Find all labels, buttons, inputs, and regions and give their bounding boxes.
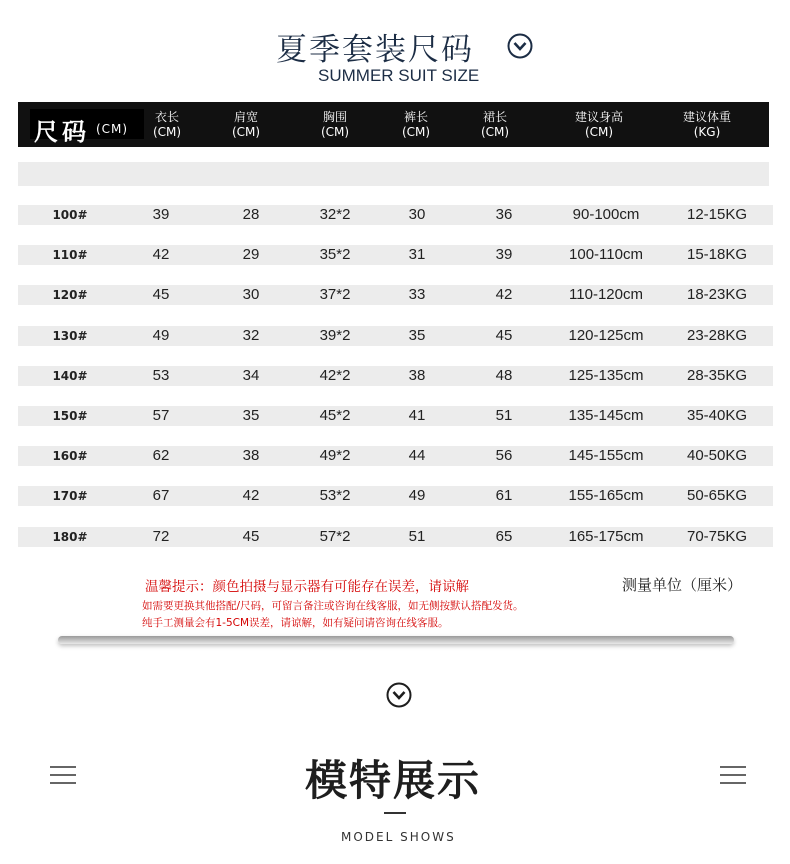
skirt-cell: 61: [495, 487, 513, 504]
weight-cell: 28-35KG: [686, 367, 748, 384]
menu-icon: [720, 766, 746, 786]
skirt-cell: 65: [495, 528, 513, 545]
chest-cell: 53*2: [319, 487, 351, 504]
chest-cell: 49*2: [319, 447, 351, 464]
size-cell: 110#: [52, 248, 88, 262]
size-cell: 120#: [52, 288, 88, 302]
shoulder-cell: 42: [242, 487, 260, 504]
table-row: [18, 285, 773, 305]
skirt-cell: 42: [495, 286, 513, 303]
height-cell: 110-120cm: [569, 286, 643, 303]
size-cell: 180#: [52, 530, 88, 544]
shoulder-cell: 32: [242, 327, 260, 344]
height-cell: 155-165cm: [568, 487, 644, 504]
length-cell: 57: [152, 407, 170, 424]
size-table-header: [18, 102, 769, 147]
circle-chevron-down-icon: [507, 33, 533, 59]
shoulder-cell: 34: [242, 367, 260, 384]
pants-cell: 33: [408, 286, 426, 303]
height-cell: 125-135cm: [568, 367, 644, 384]
shoulder-cell: 30: [242, 286, 260, 303]
model-section-title: 模特展示: [305, 756, 482, 805]
pants-cell: 31: [408, 246, 426, 263]
length-cell: 67: [152, 487, 170, 504]
skirt-cell: 48: [495, 367, 513, 384]
size-cell: 130#: [52, 329, 88, 343]
skirt-cell: 51: [495, 407, 513, 424]
table-row: [18, 245, 773, 265]
shoulder-cell: 28: [242, 206, 260, 223]
skirt-cell: 56: [495, 447, 513, 464]
size-cell: 140#: [52, 369, 88, 383]
shoulder-cell: 45: [242, 528, 260, 545]
table-row: [18, 527, 773, 547]
skirt-cell: 45: [495, 327, 513, 344]
pants-cell: 41: [408, 407, 426, 424]
weight-cell: 70-75KG: [686, 528, 748, 545]
height-cell: 90-100cm: [572, 206, 640, 223]
weight-cell: 23-28KG: [686, 327, 748, 344]
size-cell: 160#: [52, 449, 88, 463]
column-header: 建议体重 (KG): [682, 110, 731, 139]
shoulder-cell: 38: [242, 447, 260, 464]
size-column-unit: (CM): [96, 122, 129, 136]
model-section-subtitle: MODEL SHOWS: [341, 830, 456, 844]
height-cell: 100-110cm: [569, 246, 643, 263]
height-cell: 145-155cm: [568, 447, 644, 464]
pants-cell: 44: [408, 447, 426, 464]
column-header: 肩宽 (CM): [231, 110, 261, 139]
table-row: [18, 486, 773, 506]
column-header: 建议身高 (CM): [574, 110, 623, 139]
measurement-unit-note: 测量单位（厘米）: [622, 576, 743, 594]
chest-cell: 57*2: [319, 528, 351, 545]
length-cell: 42: [152, 246, 170, 263]
chest-cell: 45*2: [319, 407, 351, 424]
table-row: [18, 326, 773, 346]
column-header: 衣长 (CM): [152, 110, 182, 139]
height-cell: 135-145cm: [568, 407, 644, 424]
weight-cell: 15-18KG: [686, 246, 748, 263]
length-cell: 72: [152, 528, 170, 545]
length-cell: 45: [152, 286, 170, 303]
table-row: [18, 366, 773, 386]
length-cell: 53: [152, 367, 170, 384]
shadow-divider: [58, 636, 734, 644]
length-cell: 49: [152, 327, 170, 344]
blank-table-row: [18, 162, 769, 186]
height-cell: 165-175cm: [568, 528, 644, 545]
length-cell: 62: [152, 447, 170, 464]
table-row: [18, 406, 773, 426]
chest-cell: 37*2: [319, 286, 351, 303]
table-row: [18, 446, 773, 466]
color-disclaimer: 温馨提示：颜色拍摄与显示器有可能存在误差，请谅解: [145, 579, 469, 595]
skirt-cell: 36: [495, 206, 513, 223]
pants-cell: 49: [408, 487, 426, 504]
page-subtitle: SUMMER SUIT SIZE: [318, 66, 480, 85]
chest-cell: 42*2: [319, 367, 351, 384]
shoulder-cell: 29: [242, 246, 260, 263]
page-title: 夏季套装尺码: [276, 32, 474, 68]
weight-cell: 50-65KG: [686, 487, 748, 504]
weight-cell: 18-23KG: [686, 286, 748, 303]
size-column-label: 尺码: [34, 118, 90, 146]
table-row: [18, 205, 773, 225]
column-header: 胸围 (CM): [320, 110, 350, 139]
pants-cell: 30: [408, 206, 426, 223]
weight-cell: 35-40KG: [686, 407, 748, 424]
height-cell: 120-125cm: [568, 327, 644, 344]
circle-chevron-down-icon: [386, 682, 412, 708]
skirt-cell: 39: [495, 246, 513, 263]
chest-cell: 35*2: [319, 246, 351, 263]
column-header: 裤长 (CM): [401, 110, 431, 139]
size-cell: 100#: [52, 208, 88, 222]
pants-cell: 38: [408, 367, 426, 384]
pants-cell: 51: [408, 528, 426, 545]
length-cell: 39: [152, 206, 170, 223]
menu-icon: [50, 766, 76, 786]
weight-cell: 12-15KG: [686, 206, 748, 223]
size-cell: 170#: [52, 489, 88, 503]
pants-cell: 35: [408, 327, 426, 344]
chest-cell: 39*2: [319, 327, 351, 344]
exchange-note: 如需要更换其他搭配/尺码，可留言备注或咨询在线客服，如无侧按默认搭配发货。: [142, 600, 524, 612]
measurement-error-note: 纯手工测量会有1-5CM误差，请谅解，如有疑问请咨询在线客服。: [142, 617, 449, 629]
weight-cell: 40-50KG: [686, 447, 748, 464]
shoulder-cell: 35: [242, 407, 260, 424]
column-header: 裙长 (CM): [480, 110, 510, 139]
size-cell: 150#: [52, 409, 88, 423]
model-section-divider: [384, 812, 406, 814]
chest-cell: 32*2: [319, 206, 351, 223]
